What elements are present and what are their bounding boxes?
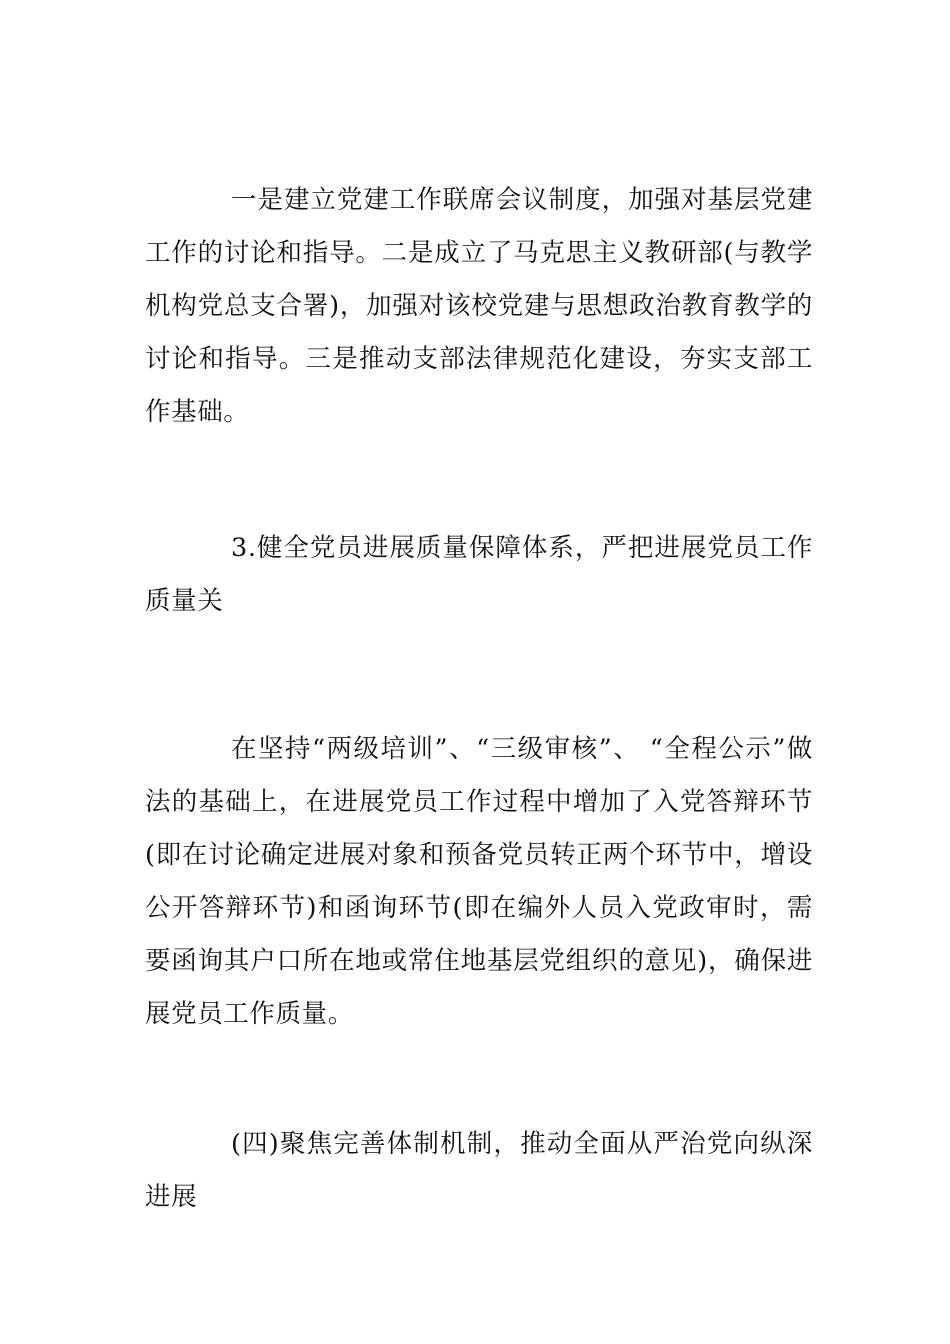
body-paragraph-member-development: 在坚持“两级培训”、“三级审核”、 “全程公示”做法的基础上，在进展党员工作过程中增加了入党答辩环节(即在讨论确定进展对象和预备党员转正两个环节中，增设公开答辩环节)和函询环节(即在编外人员入党政审时，需要函询其户口所在地或常住地基层党组织的意见)，确保进展党员工作质量。: [145, 734, 813, 1029]
section-heading-quality-assurance: 3.健全党员进展质量保障体系，严把进展党员工作质量关: [145, 533, 813, 616]
body-paragraph-work-mechanisms: 一是建立党建工作联席会议制度，加强对基层党建工作的讨论和指导。二是成立了马克思主义教研部(与教学机构党总支合署)，加强对该校党建与思想政治教育教学的讨论和指导。三是推动支部法律规范化建设，夯实支部工作基础。: [145, 185, 813, 427]
section-heading-institutional-mechanisms: (四)聚焦完善体制机制，推动全面从严治党向纵深进展: [145, 1129, 813, 1212]
